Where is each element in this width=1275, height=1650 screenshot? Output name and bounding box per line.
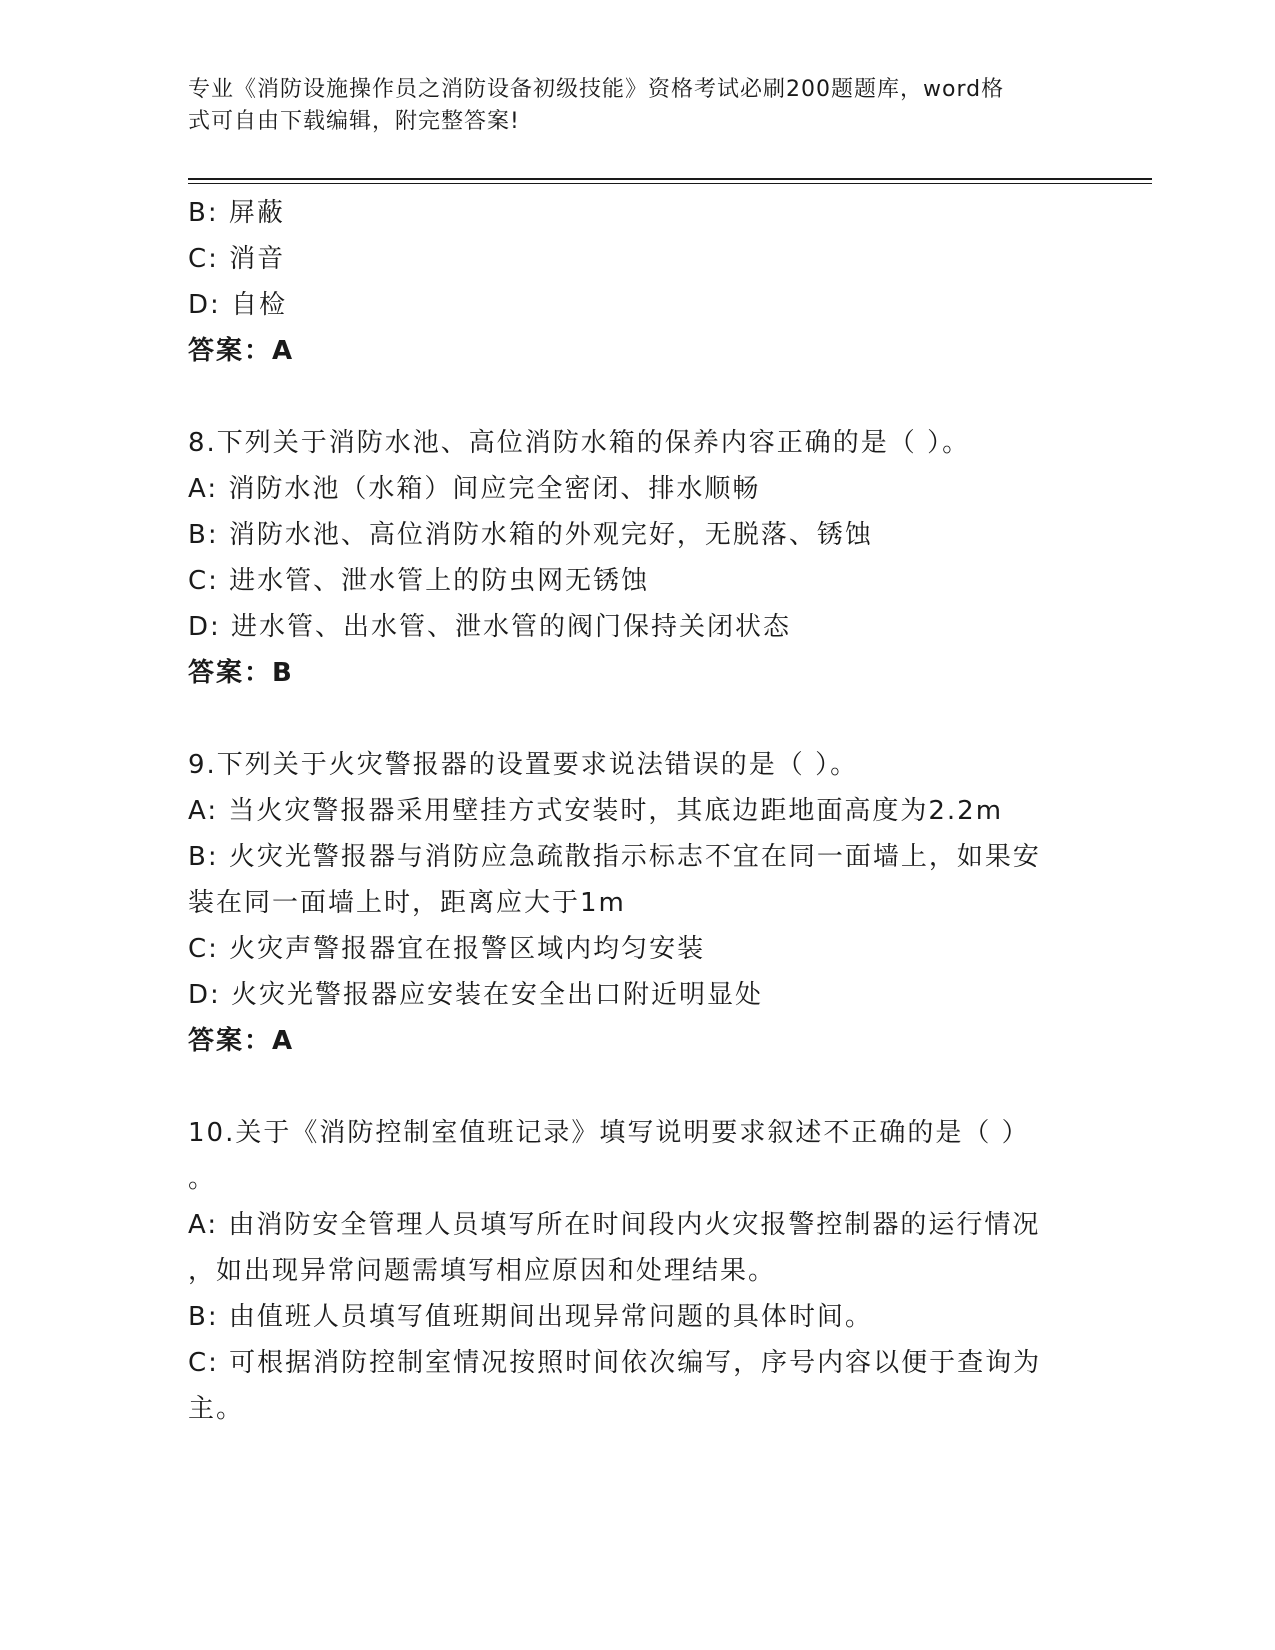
q7-option-d: D: 自检 <box>188 290 288 320</box>
q10-option-a-line-2: ，如出现异常问题需填写相应原因和处理结果。 <box>188 1256 777 1286</box>
q8-option-d: D: 进水管、出水管、泄水管的阀门保持关闭状态 <box>188 612 792 642</box>
document-body <box>188 190 1088 1432</box>
q10-stem-line-1: 10.关于《消防控制室值班记录》填写说明要求叙述不正确的是（ ） <box>188 1118 1030 1148</box>
document-header <box>188 74 1088 138</box>
q9-answer: 答案：A <box>188 1026 295 1056</box>
q10-stem-line-2: 。 <box>188 1164 217 1194</box>
q8-stem: 8.下列关于消防水池、高位消防水箱的保养内容正确的是（ ）。 <box>188 428 971 458</box>
header-rule-thick <box>188 178 1152 180</box>
question-10 <box>188 1110 1088 1432</box>
q10-option-c-line-1: C: 可根据消防控制室情况按照时间依次编写，序号内容以便于查询为 <box>188 1348 1042 1378</box>
q10-option-c-line-2: 主。 <box>188 1394 245 1424</box>
q9-option-b-line-2: 装在同一面墙上时，距离应大于1m <box>188 888 626 918</box>
q9-option-d: D: 火灾光警报器应安装在安全出口附近明显处 <box>188 980 764 1010</box>
q7-option-b: B: 屏蔽 <box>188 198 285 228</box>
q7-answer: 答案：A <box>188 336 295 366</box>
header-line-2: 式可自由下载编辑，附完整答案! <box>188 109 520 134</box>
q8-option-a: A: 消防水池（水箱）间应完全密闭、排水顺畅 <box>188 474 761 504</box>
question-7-tail <box>188 190 1088 374</box>
q9-option-a: A: 当火灾警报器采用壁挂方式安装时，其底边距地面高度为2.2m <box>188 796 1004 826</box>
q8-option-c: C: 进水管、泄水管上的防虫网无锈蚀 <box>188 566 650 596</box>
question-8 <box>188 420 1088 696</box>
q9-option-b-line-1: B: 火灾光警报器与消防应急疏散指示标志不宜在同一面墙上，如果安 <box>188 842 1041 872</box>
q9-option-c: C: 火灾声警报器宜在报警区域内均匀安装 <box>188 934 706 964</box>
q8-option-b: B: 消防水池、高位消防水箱的外观完好，无脱落、锈蚀 <box>188 520 873 550</box>
q7-option-c: C: 消音 <box>188 244 286 274</box>
header-rule-thin <box>188 183 1152 184</box>
q9-stem: 9.下列关于火灾警报器的设置要求说法错误的是（ ）。 <box>188 750 859 780</box>
question-9 <box>188 742 1088 1064</box>
q10-option-a-line-1: A: 由消防安全管理人员填写所在时间段内火灾报警控制器的运行情况 <box>188 1210 1041 1240</box>
q10-option-b: B: 由值班人员填写值班期间出现异常问题的具体时间。 <box>188 1302 873 1332</box>
header-line-1: 专业《消防设施操作员之消防设备初级技能》资格考试必刷200题题库，word格 <box>188 77 1005 102</box>
q8-answer: 答案：B <box>188 658 294 688</box>
